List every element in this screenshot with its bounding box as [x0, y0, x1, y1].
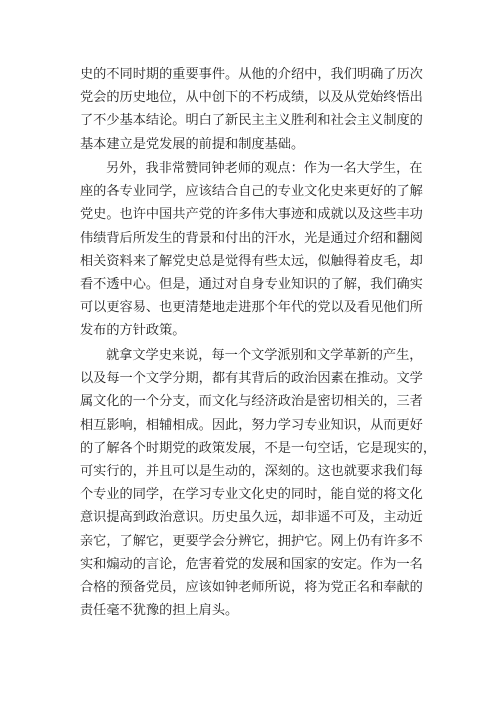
paragraph-1-line-1: 史的不同时期的重要事件。从他的介绍中，我们明确了历次 — [80, 67, 423, 82]
paragraph-1 — [80, 63, 425, 156]
paragraph-3-line-4: 相互影响，相辅相成。因此，努力学习专业知识，从而更好 — [80, 417, 423, 433]
paragraph-3-line-3: 属文化的一个分支，而文化与经济政治是密切相关的，三者 — [80, 394, 423, 410]
paragraph-1-line-3: 了不少基本结论。明白了新民主主义胜利和社会主义制度的 — [80, 113, 423, 129]
paragraph-1-line-2: 党会的历史地位，从中创下的不朽成绩，以及从党始终悟出 — [80, 90, 423, 106]
paragraph-2-line-8: 发布的方针政策。 — [80, 323, 186, 339]
paragraph-3 — [80, 344, 437, 622]
paragraph-2-line-3: 党史。也许中国共产党的许多伟大事迹和成就以及这些丰功 — [80, 207, 423, 223]
paragraph-3-line-10: 实和煽动的言论，危害着党的发展和国家的安定。作为一名 — [80, 556, 423, 572]
paragraph-2-line-4: 伟绩背后所发生的背景和付出的汗水，光是通过介绍和翻阅 — [80, 230, 423, 246]
paragraph-2-line-6: 看不透中心。但是，通过对自身专业知识的了解，我们确实 — [80, 277, 423, 293]
paragraph-3-line-2: 以及每一个文学分期，都有其背后的政治因素在推动。文学 — [80, 371, 423, 387]
paragraph-2-line-2: 座的各专业同学，应该结合自己的专业文化史来更好的了解 — [80, 184, 423, 200]
paragraph-3-line-9: 亲它，了解它，更要学会分辨它，拥护它。网上仍有许多不 — [80, 533, 423, 549]
paragraph-3-line-6: 可实行的，并且可以是生动的，深刻的。这也就要求我们每 — [80, 464, 423, 480]
paragraph-1-line-4: 基本建立是党发展的前提和制度基础。 — [80, 136, 305, 152]
paragraph-2-line-7: 可以更容易、也更清楚地走进那个年代的党以及看见他们所 — [80, 300, 423, 316]
paragraph-2 — [80, 157, 425, 343]
paragraph-3-line-5: 的了解各个时期党的政策发展，不是一句空话，它是现实的， — [80, 440, 437, 456]
paragraph-2-line-5: 相关资料来了解党史总是觉得有些太远，似触得着皮毛，却 — [80, 253, 423, 269]
paragraph-3-line-1: 就拿文学史来说，每一个文学派别和文学革新的产生， — [106, 348, 423, 363]
paragraph-3-line-12: 责任毫不犹豫的担上肩头。 — [80, 603, 239, 619]
paragraph-3-line-8: 意识提高到政治意识。历史虽久远，却非遥不可及，主动近 — [80, 510, 423, 526]
paragraph-3-line-11: 合格的预备党员，应该如钟老师所说，将为党正名和奉献的 — [80, 580, 423, 596]
paragraph-2-line-1: 另外，我非常赞同钟老师的观点：作为一名大学生，在 — [106, 161, 423, 176]
paragraph-3-line-7: 个专业的同学，在学习专业文化史的同时，能自觉的将文化 — [80, 487, 423, 503]
